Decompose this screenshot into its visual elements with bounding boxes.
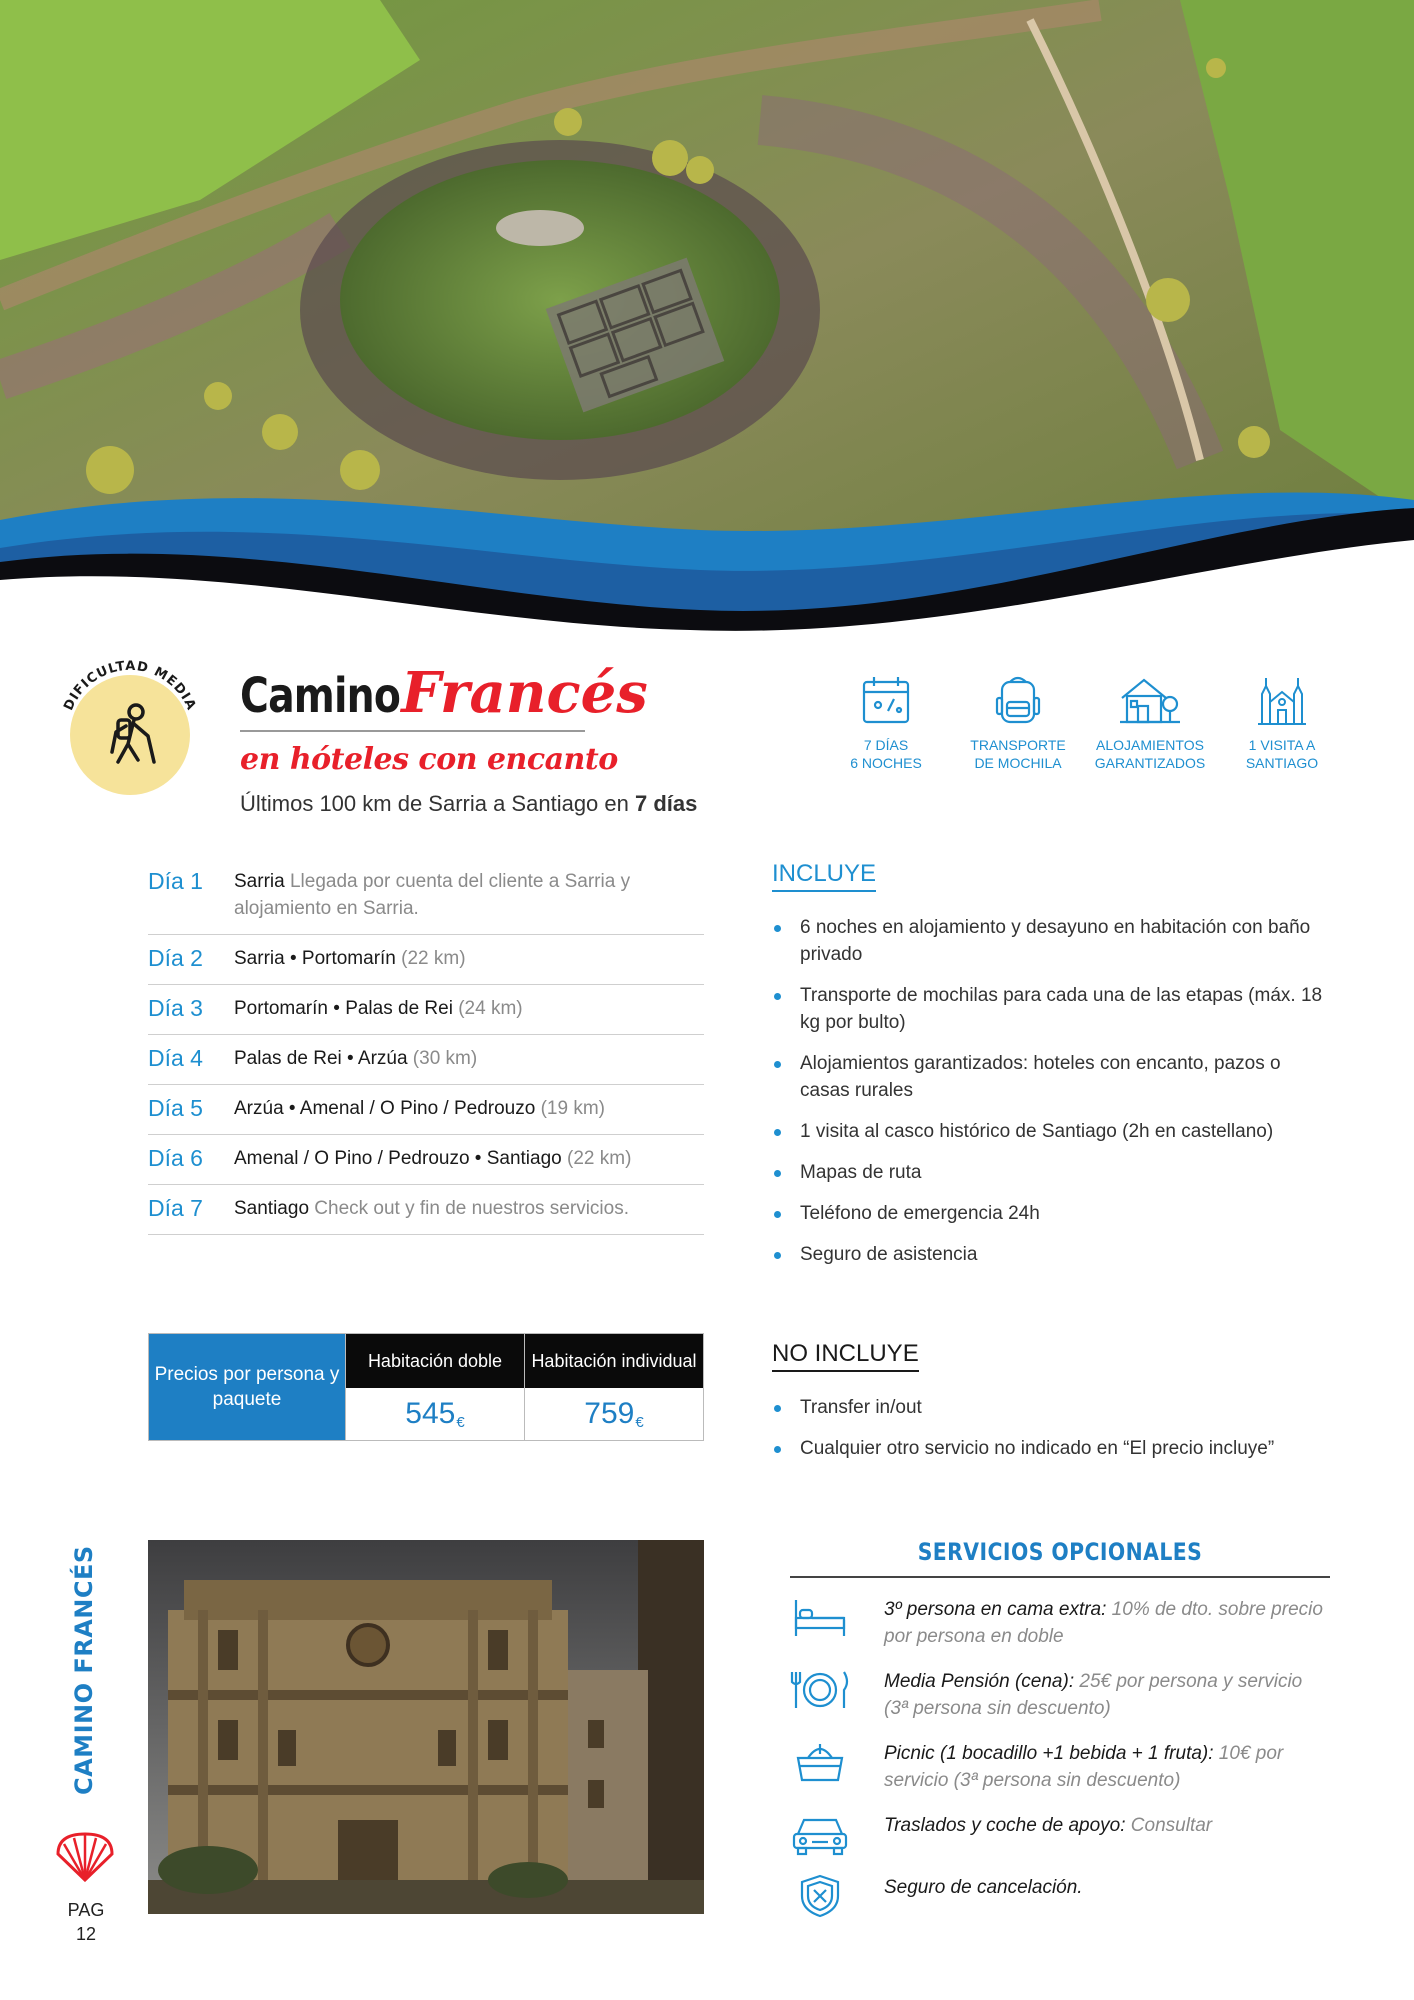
- day-text: Portomarín • Palas de Rei (24 km): [234, 998, 523, 1019]
- day-label: Día 3: [148, 995, 203, 1021]
- feature-label: TRANSPORTE DE MOCHILA: [970, 737, 1066, 771]
- optional-item: [790, 1874, 1330, 1918]
- itinerary-day: [148, 935, 704, 985]
- optional-services: [790, 1538, 1330, 1918]
- day-text: Amenal / O Pino / Pedrouzo • Santiago (22 km): [234, 1148, 632, 1169]
- price-table: [148, 1333, 704, 1441]
- optional-services-title: SERVICIOS OPCIONALES: [917, 1538, 1203, 1566]
- title-accent: Francés: [401, 660, 648, 726]
- feature-duration: [820, 672, 952, 772]
- price-column-label: Habitación doble: [346, 1334, 524, 1388]
- day-label: Día 5: [148, 1095, 203, 1121]
- feature-lodging: [1084, 672, 1216, 772]
- list-item: Alojamientos garantizados: hoteles con encanto, pazos o casas rurales: [772, 1050, 1332, 1104]
- hiker-icon: [50, 640, 210, 800]
- list-item: Transfer in/out: [772, 1394, 1332, 1421]
- day-text: Sarria • Portomarín (22 km): [234, 948, 466, 969]
- optional-text: Picnic (1 bocadillo +1 bebida + 1 fruta): 10€ por servicio (3ª persona sin descuento): [884, 1743, 1284, 1791]
- excludes-section: [772, 1340, 1332, 1476]
- list-item: 1 visita al casco histórico de Santiago (2h en castellano): [772, 1118, 1332, 1145]
- includes-title: INCLUYE: [772, 860, 876, 892]
- price-column-label: Habitación individual: [525, 1334, 703, 1388]
- optional-item: [790, 1740, 1330, 1794]
- page-number: PAG 12: [67, 1900, 105, 1944]
- itinerary-day: [148, 985, 704, 1035]
- day-text: Arzúa • Amenal / O Pino / Pedrouzo (19 km): [234, 1098, 605, 1119]
- difficulty-badge: [50, 640, 210, 800]
- list-item: Seguro de asistencia: [772, 1241, 1332, 1268]
- optional-text: 3º persona en cama extra: 10% de dto. sobre precio por persona en doble: [884, 1599, 1323, 1647]
- day-label: Día 4: [148, 1045, 203, 1071]
- excludes-title: NO INCLUYE: [772, 1340, 919, 1372]
- feature-label: 7 DÍAS 6 NOCHES: [850, 737, 922, 771]
- optional-text: Seguro de cancelación.: [884, 1877, 1083, 1898]
- price-column-single: [524, 1334, 703, 1440]
- scallop-shell-icon: [54, 1830, 116, 1882]
- title-block: [240, 660, 760, 817]
- list-item: Mapas de ruta: [772, 1159, 1332, 1186]
- house-icon: [1118, 672, 1182, 728]
- bed-icon: [790, 1596, 850, 1640]
- includes-list: [772, 914, 1332, 1268]
- picnic-basket-icon: [790, 1740, 850, 1784]
- optional-text: Traslados y coche de apoyo: Consultar: [884, 1815, 1213, 1836]
- optional-item: [790, 1812, 1330, 1856]
- itinerary-day: [148, 1085, 704, 1135]
- svg-text:DIFICULTAD MEDIA: DIFICULTAD MEDIA: [61, 658, 199, 713]
- optional-divider: [790, 1576, 1330, 1578]
- title-description: Últimos 100 km de Sarria a Santiago en 7 días: [240, 791, 698, 816]
- monastery-photo: [148, 1540, 704, 1914]
- cathedral-icon: [1254, 672, 1310, 728]
- list-item: Teléfono de emergencia 24h: [772, 1200, 1332, 1227]
- car-icon: [790, 1812, 850, 1856]
- itinerary-day: [148, 1185, 704, 1235]
- price-column-double: [345, 1334, 524, 1440]
- itinerary-day: [148, 858, 704, 935]
- feature-backpack: [952, 672, 1084, 772]
- optional-item: [790, 1596, 1330, 1650]
- itinerary-day: [148, 1035, 704, 1085]
- day-text: Palas de Rei • Arzúa (30 km): [234, 1048, 478, 1069]
- day-text: Sarria Llegada por cuenta del cliente a Sarria y alojamiento en Sarria.: [234, 871, 631, 919]
- day-label: Día 7: [148, 1195, 203, 1221]
- day-label: Día 6: [148, 1145, 203, 1171]
- feature-label: ALOJAMIENTOS GARANTIZADOS: [1094, 737, 1206, 771]
- plate-icon: [790, 1668, 850, 1712]
- itinerary-day: [148, 1135, 704, 1185]
- optional-text: Media Pensión (cena): 25€ por persona y servicio (3ª persona sin descuento): [884, 1671, 1303, 1719]
- price-value: 759 €: [584, 1397, 644, 1431]
- list-item: Transporte de mochilas para cada una de las etapas (máx. 18 kg por bulto): [772, 982, 1332, 1036]
- backpack-icon: [990, 672, 1046, 728]
- optional-item: [790, 1668, 1330, 1722]
- calendar-icon: [858, 672, 914, 728]
- list-item: 6 noches en alojamiento y desayuno en habitación con baño privado: [772, 914, 1332, 968]
- feature-icons: [820, 672, 1360, 772]
- itinerary: [148, 858, 704, 1235]
- includes-section: [772, 860, 1332, 1282]
- excludes-list: [772, 1394, 1332, 1462]
- day-label: Día 1: [148, 868, 203, 894]
- hero-image: [0, 0, 1414, 640]
- title-main: Camino: [240, 668, 401, 724]
- shield-icon: [790, 1874, 850, 1918]
- day-label: Día 2: [148, 945, 203, 971]
- day-text: Santiago Check out y fin de nuestros servicios.: [234, 1198, 629, 1219]
- title-divider: [240, 730, 585, 732]
- price-table-header: Precios por persona y paquete: [149, 1334, 345, 1440]
- side-section-label: CAMINO FRANCÉS: [70, 1545, 98, 1795]
- title-subtitle: en hóteles con encanto: [240, 742, 618, 777]
- feature-santiago-visit: [1216, 672, 1348, 772]
- feature-label: 1 VISITA A SANTIAGO: [1245, 737, 1319, 771]
- price-value: 545 €: [405, 1397, 465, 1431]
- list-item: Cualquier otro servicio no indicado en “El precio incluye”: [772, 1435, 1332, 1462]
